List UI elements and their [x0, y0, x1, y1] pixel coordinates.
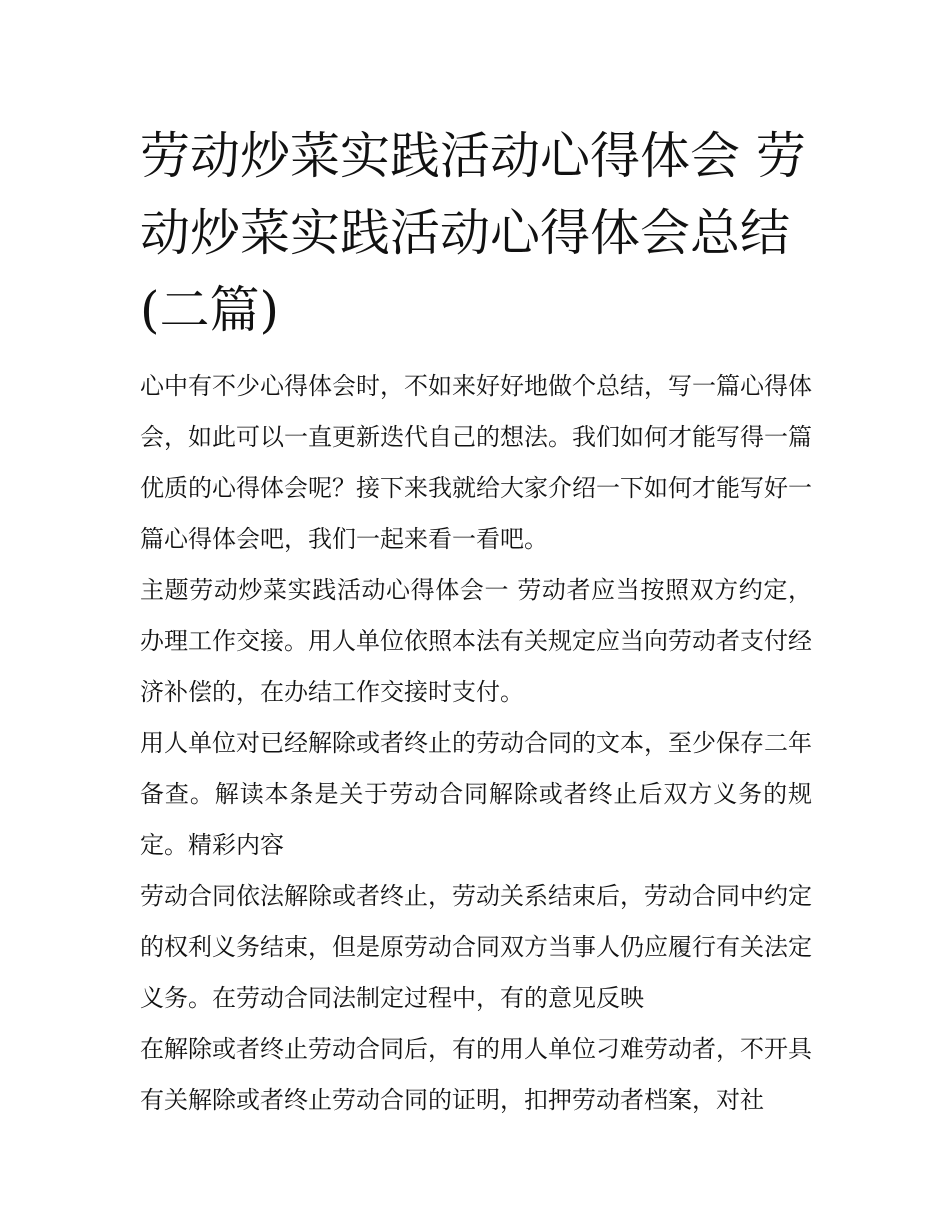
paragraph-section-one: 主题劳动炒菜实践活动心得体会一 劳动者应当按照双方约定，办理工作交接。用人单位依照本法有关规定应当向劳动者支付经济补偿的，在办结工作交接时支付。	[140, 576, 812, 706]
paragraph-employer-conduct: 在解除或者终止劳动合同后，有的用人单位刁难劳动者，不开具有关解除或者终止劳动合同的证明，扣押劳动者档案，对社	[140, 1035, 812, 1114]
paragraph-contract-retention: 用人单位对已经解除或者终止的劳动合同的文本，至少保存二年备查。解读本条是关于劳动合同解除或者终止后双方义务的规定。精彩内容	[140, 729, 812, 859]
document-title: 劳动炒菜实践活动心得体会 劳动炒菜实践活动心得体会总结(二篇)	[140, 127, 806, 339]
paragraph-intro: 心中有不少心得体会时，不如来好好地做个总结，写一篇心得体会，如此可以一直更新迭代自己的想法。我们如何才能写得一篇优质的心得体会呢？接下来我就给大家介绍一下如何才能写好一篇心得体会吧，我们一起来看一看吧。	[140, 372, 812, 553]
paragraph-legal-obligations: 劳动合同依法解除或者终止，劳动关系结束后，劳动合同中约定的权利义务结束，但是原劳动合同双方当事人仍应履行有关法定义务。在劳动合同法制定过程中，有的意见反映	[140, 882, 812, 1012]
document-body	[140, 118, 812, 1126]
